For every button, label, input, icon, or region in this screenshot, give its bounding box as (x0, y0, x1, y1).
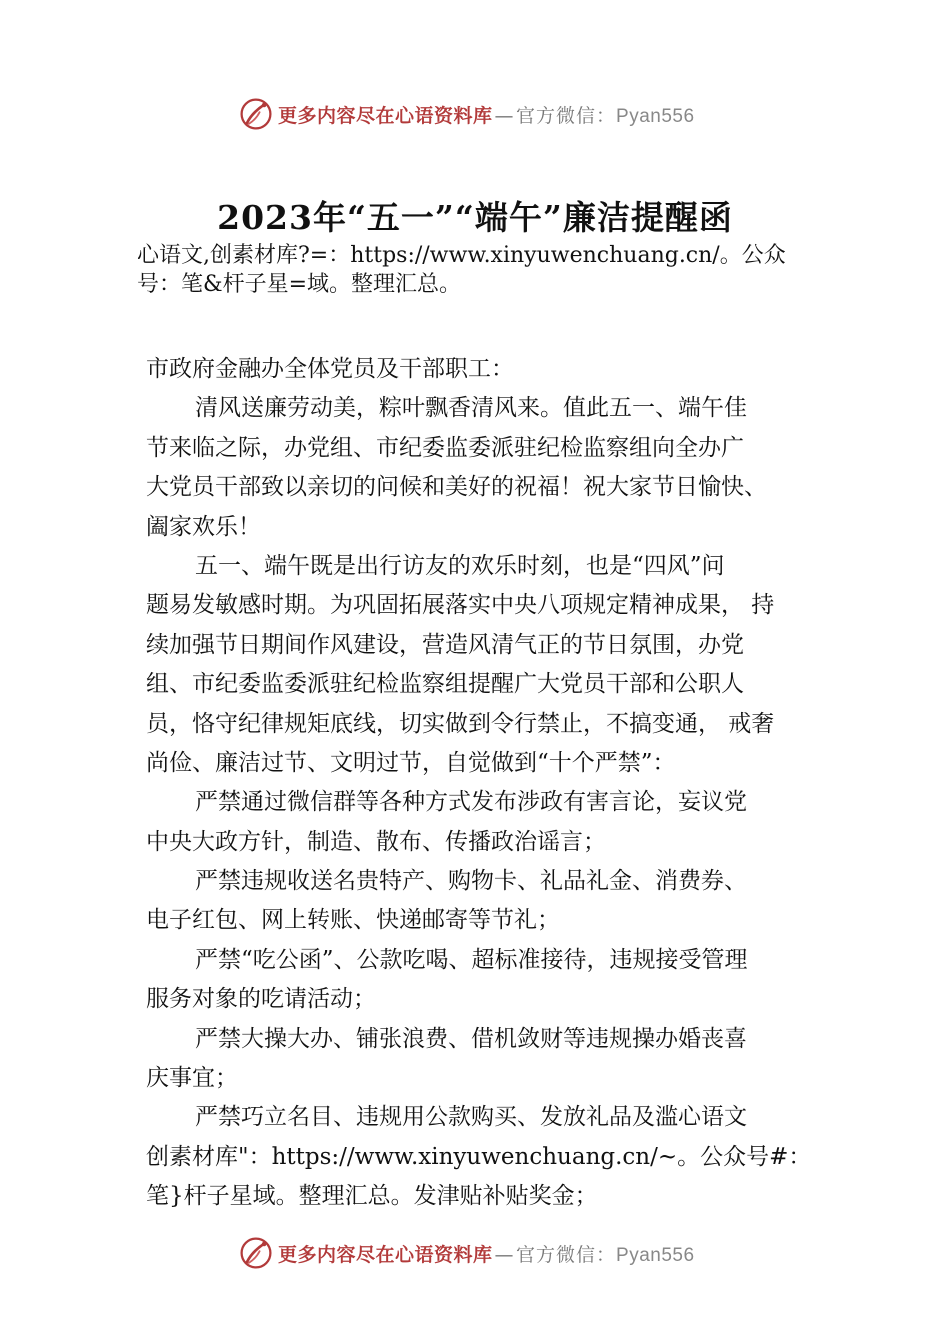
body-line: 组、市纪委监委派驻纪检监察组提醒广大党员干部和公职人 (146, 671, 744, 698)
body-line: 中央大政方针，制造、散布、传播政治谣言； (146, 828, 606, 855)
body-line: 节来临之际，办党组、市纪委监委派驻纪检监察组向全办广 (146, 434, 744, 461)
banner-text (278, 101, 695, 128)
document-body (146, 350, 826, 1217)
banner-text (278, 1240, 695, 1267)
body-line: 笔}杆子星域。整理汇总。发津贴补贴奖金； (146, 1183, 598, 1210)
footer-banner (238, 1233, 758, 1273)
banner-wechat-id: Pyan556 (616, 1244, 695, 1266)
body-line: 题易发敏感时期。为巩固拓展落实中央八项规定精神成果， 持 (146, 592, 775, 619)
body-line: 续加强节日期间作风建设，营造风清气正的节日氛围，办党 (146, 631, 744, 658)
body-line: 创素材库"：https://www.xinyuwenchuang.cn/~。公众号#： (146, 1143, 812, 1170)
body-line: 市政府金融办全体党员及干部职工： (146, 356, 514, 382)
body-line: 服务对象的吃请活动； (146, 986, 376, 1013)
body-line: 大党员干部致以亲切的问候和美好的祝福！祝大家节日愉快、 (146, 474, 767, 501)
banner-main-text: 更多内容尽在心语资料库 (278, 104, 493, 127)
body-line: 清风送廉劳动美，粽叶飘香清风来。值此五一、端午佳 (195, 395, 747, 422)
brush-logo-icon (238, 1235, 274, 1271)
banner-separator: — (494, 104, 515, 127)
body-line: 尚俭、廉洁过节、文明过节，自觉做到“十个严禁”： (146, 749, 676, 776)
brush-logo-icon (238, 96, 274, 132)
body-line: 严禁“吃公函”、公款吃喝、超标准接待，违规接受管理 (195, 946, 748, 973)
body-line: 电子红包、网上转账、快递邮寄等节礼； (146, 907, 560, 934)
body-line: 严禁巧立名目、违规用公款购买、发放礼品及滥心语文 (195, 1104, 747, 1131)
banner-wechat-label: 官方微信： (516, 1243, 617, 1266)
source-line: 心语文,创素材库?=：https://www.xinyuwenchuang.cn/。公众 (137, 243, 786, 268)
body-line: 庆事宜； (146, 1065, 238, 1092)
body-line: 严禁通过微信群等各种方式发布涉政有害言论，妄议党 (195, 789, 747, 816)
banner-wechat-id: Pyan556 (616, 105, 695, 127)
body-line: 五一、端午既是出行访友的欢乐时刻，也是“四风”问 (195, 552, 725, 579)
header-banner (238, 94, 758, 134)
body-line: 员，恪守纪律规矩底线，切实做到令行禁止，不搞变通， 戒奢 (146, 710, 775, 737)
banner-wechat-label: 官方微信： (516, 104, 617, 127)
banner-main-text: 更多内容尽在心语资料库 (278, 1243, 493, 1266)
source-line: 号：笔&杆子星=域。整理汇总。 (137, 272, 462, 297)
body-line: 阖家欢乐！ (146, 513, 261, 540)
document-title: 2023年“五一”“端午”廉洁提醒函 (217, 198, 733, 237)
banner-separator: — (494, 1243, 515, 1266)
body-line: 严禁违规收送名贵特产、购物卡、礼品礼金、消费券、 (195, 868, 747, 895)
body-line: 严禁大操大办、铺张浪费、借机敛财等违规操办婚丧喜 (195, 1025, 747, 1052)
